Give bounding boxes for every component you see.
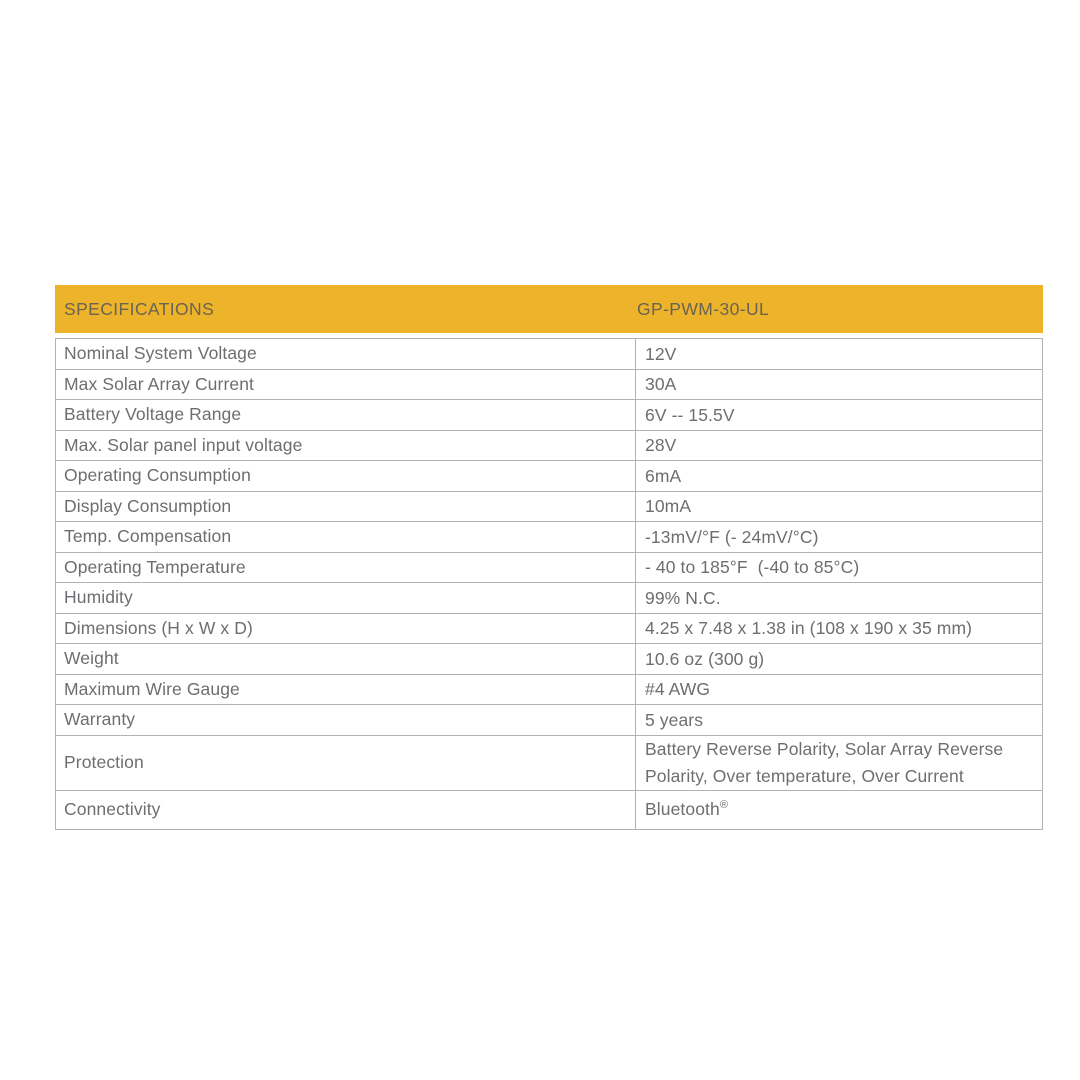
spec-value-cell: - 40 to 185°F (-40 to 85°C) [636,552,1043,583]
spec-row [56,430,1043,461]
spec-row [56,705,1043,736]
spec-label-cell: Temp. Compensation [56,522,636,553]
spec-value-cell: 99% N.C. [636,583,1043,614]
spec-row [56,583,1043,614]
spec-label-cell: Humidity [56,583,636,614]
spec-label-cell: Operating Consumption [56,461,636,492]
spec-label-cell: Weight [56,644,636,675]
spec-row [56,461,1043,492]
spec-row [56,400,1043,431]
spec-value-cell: 4.25 x 7.48 x 1.38 in (108 x 190 x 35 mm) [636,613,1043,644]
spec-row [56,790,1043,829]
spec-label-cell: Nominal System Voltage [56,339,636,370]
spec-value-cell: -13mV/°F (- 24mV/°C) [636,522,1043,553]
spec-value-cell: 6mA [636,461,1043,492]
spec-value-cell: Battery Reverse Polarity, Solar Array Reverse Polarity, Over temperature, Over Current [636,735,1043,790]
spec-label-cell: Protection [56,735,636,790]
spec-value-cell: 5 years [636,705,1043,736]
spec-row [56,644,1043,675]
spec-value-cell: 6V -- 15.5V [636,400,1043,431]
spec-label-cell: Dimensions (H x W x D) [56,613,636,644]
spec-value-cell: 10.6 oz (300 g) [636,644,1043,675]
spec-value-cell: 10mA [636,491,1043,522]
spec-value-cell: 12V [636,339,1043,370]
table-header-bar [55,285,1043,333]
spec-label-cell: Max. Solar panel input voltage [56,430,636,461]
spec-label-cell: Operating Temperature [56,552,636,583]
spec-value-cell: 28V [636,430,1043,461]
spec-row [56,522,1043,553]
spec-label-cell: Battery Voltage Range [56,400,636,431]
spec-label-cell: Maximum Wire Gauge [56,674,636,705]
header-title-specifications: SPECIFICATIONS [64,299,215,319]
spec-row [56,552,1043,583]
spec-value-cell: Bluetooth® [636,790,1043,829]
spec-value-cell: 30A [636,369,1043,400]
spec-label-cell: Display Consumption [56,491,636,522]
spec-body-table [55,338,1043,830]
spec-label-cell: Warranty [56,705,636,736]
spec-value-cell: #4 AWG [636,674,1043,705]
spec-label-cell: Connectivity [56,790,636,829]
spec-row [56,613,1043,644]
spec-row [56,339,1043,370]
spec-row [56,491,1043,522]
spec-label-cell: Max Solar Array Current [56,369,636,400]
spec-row [56,674,1043,705]
spec-row [56,369,1043,400]
spec-table-body [56,339,1043,830]
header-model-number: GP-PWM-30-UL [637,299,770,319]
registered-trademark-symbol: ® [719,799,729,812]
spec-row [56,735,1043,790]
specifications-table [55,285,1043,830]
